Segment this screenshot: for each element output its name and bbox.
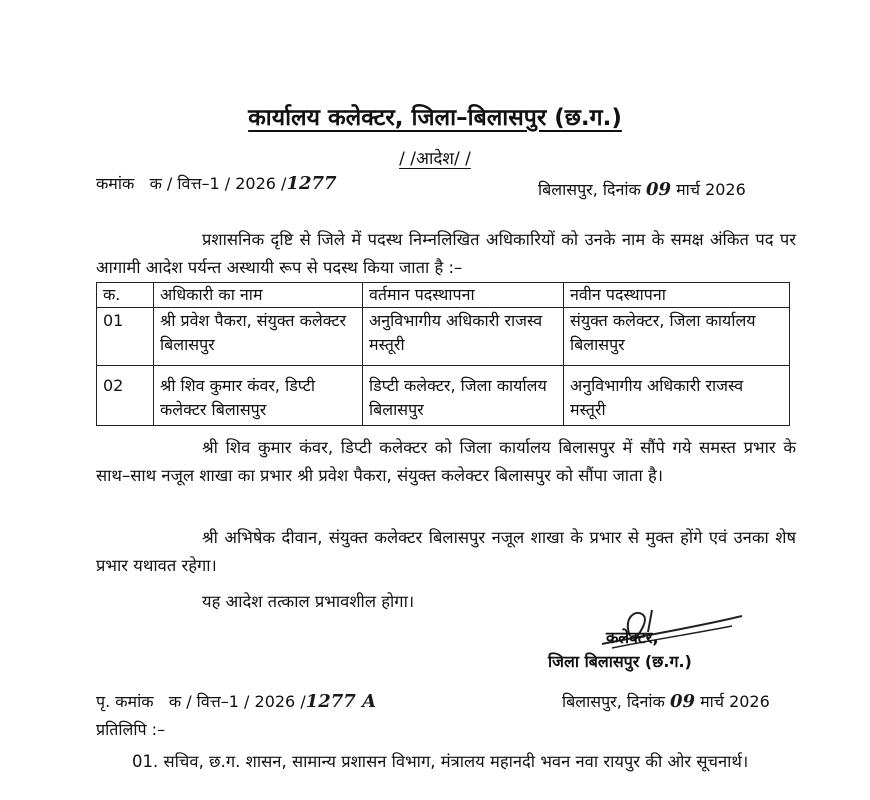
cell-current-posting: अनुविभागीय अधिकारी राजस्व मस्तूरी — [363, 308, 564, 366]
cell-current-posting: डिप्टी कलेक्टर, जिला कार्यालय बिलासपुर — [363, 366, 564, 426]
intro-paragraph: प्रशासनिक दृष्टि से जिले में पदस्थ निम्नलिखित अधिकारियों को उनके नाम के समक्ष अंकित पद पर आगामी आदेश पर्यन्त अस्थायी रूप से पदस्थ किया जाता है :– — [96, 230, 796, 277]
signature-district: जिला बिलासपुर (छ.ग.) — [548, 652, 692, 671]
handwritten-day: 09 — [669, 691, 696, 712]
order-heading: / /आदेश/ / — [399, 149, 471, 169]
handwritten-endorsement-number: 1277 A — [305, 691, 377, 712]
officers-table — [96, 282, 790, 426]
header-new-posting: नवीन पदस्थापना — [564, 283, 790, 308]
cell-new-posting: संयुक्त कलेक्टर, जिला कार्यालय बिलासपुर — [564, 308, 790, 366]
endorsement-date: बिलासपुर, दिनांक 09 मार्च 2026 — [562, 691, 770, 712]
header-current-posting: वर्तमान पदस्थापना — [363, 283, 564, 308]
table-row — [97, 308, 790, 366]
office-title: कार्यालय कलेक्टर, जिला–बिलासपुर (छ.ग.) — [248, 105, 622, 131]
handwritten-order-number: 1277 — [286, 173, 337, 194]
cell-serial: 02 — [97, 366, 154, 426]
copy-label: प्रतिलिपि :– — [96, 720, 166, 739]
cell-new-posting: अनुविभागीय अधिकारी राजस्व मस्तूरी — [564, 366, 790, 426]
endorsement-number: पृ. कमांक क / वित्त–1 / 2026 /1277 A — [96, 691, 377, 712]
table-row — [97, 366, 790, 426]
relief-paragraph: श्री अभिषेक दीवान, संयुक्त कलेक्टर बिलासपुर नजूल शाखा के प्रभार से मुक्त होंगे एवं उनका शेष प्रभार यथावत रहेगा। — [96, 528, 796, 575]
copy-list — [132, 748, 808, 776]
table-header-row — [97, 283, 790, 308]
order-number: कमांक क / वित्त–1 / 2026 /1277 — [96, 173, 337, 194]
header-name: अधिकारी का नाम — [154, 283, 363, 308]
signature-designation: कलेक्टर, — [606, 628, 659, 647]
effect-paragraph: यह आदेश तत्काल प्रभावशील होगा। — [202, 592, 415, 611]
order-date: बिलासपुर, दिनांक 09 मार्च 2026 — [538, 179, 746, 200]
list-item: 01. सचिव, छ.ग. शासन, सामान्य प्रशासन विभाग, मंत्रालय महानदी भवन नवा रायपुर की ओर सूचनार्थ। — [132, 752, 749, 771]
handwritten-day: 09 — [645, 179, 672, 200]
charge-paragraph: श्री शिव कुमार कंवर, डिप्टी कलेक्टर को जिला कार्यालय बिलासपुर में सौंपे गये समस्त प्रभार के साथ–साथ नजूल शाखा का प्रभार श्री प्रवेश पैकरा, संयुक्त कलेक्टर बिलासपुर को सौंपा जाता है। — [96, 438, 796, 485]
cell-name: श्री शिव कुमार कंवर, डिप्टी कलेक्टर बिलासपुर — [154, 366, 363, 426]
cell-name: श्री प्रवेश पैकरा, संयुक्त कलेक्टर बिलासपुर — [154, 308, 363, 366]
cell-serial: 01 — [97, 308, 154, 366]
header-serial: क. — [97, 283, 154, 308]
